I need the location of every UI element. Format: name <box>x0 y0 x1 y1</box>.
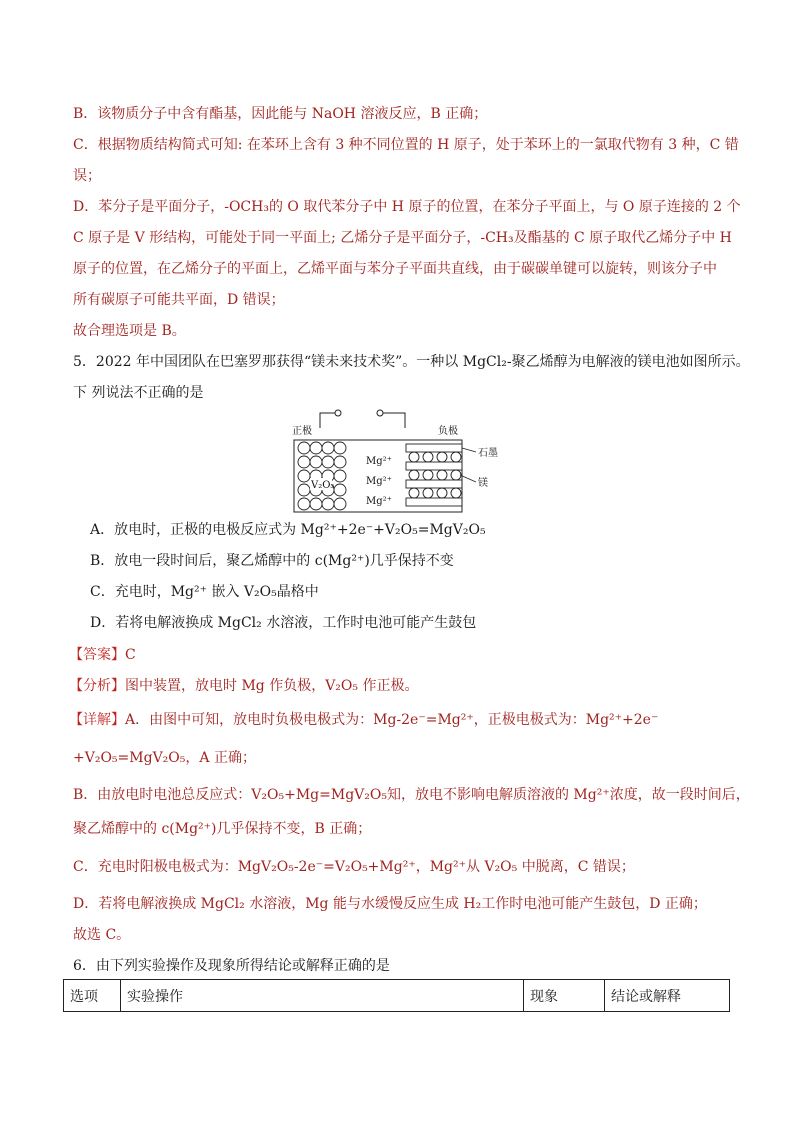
question-5-stem-line1: 5．2022 年中国团队在巴塞罗那获得“镁未来技术奖”。一种以 MgCl₂-聚乙烯醇为电解液的镁电池如图所示。 <box>73 354 750 370</box>
analysis-line-d3: 原子的位置，在乙烯分子的平面上，乙烯平面与苯分子平面共直线，由于碳碳单键可以旋转，则该分子中 <box>73 261 717 277</box>
magnesium-atoms <box>409 452 461 498</box>
negative-electrode-label: 负极 <box>438 426 458 437</box>
detail-line-c: C．充电时阳极电极式为：MgV₂O₅-2e⁻=V₂O₅+Mg²⁺，Mg²⁺从 V₂O₅ 中脱离，C 错误； <box>73 859 635 875</box>
detail-a1-text: A．由图中可知，放电时负极电极式为：Mg-2e⁻=Mg²⁺，正极电极式为：Mg²⁺+2e⁻ <box>125 712 659 728</box>
option-b: B．放电一段时间后，聚乙烯醇中的 c(Mg²⁺)几乎保持不变 <box>90 553 454 569</box>
detail-line-a2: +V₂O₅=MgV₂O₅，A 正确； <box>73 750 256 766</box>
header-option: 选项 <box>64 980 121 1012</box>
analysis-line-b: B．该物质分子中含有酯基，因此能与 NaOH 溶液反应，B 正确； <box>73 106 488 122</box>
answer-line <box>69 645 136 665</box>
analysis-tag: 【分析】 <box>69 678 125 694</box>
v2o5-lattice <box>298 442 346 510</box>
battery-diagram <box>290 406 520 516</box>
detail-line-d: D．若将电解液换成 MgCl₂ 水溶液，Mg 能与水缓慢反应生成 H₂工作时电池可能产生鼓包，D 正确； <box>73 896 707 912</box>
detail-line-a1 <box>69 710 658 730</box>
graphite-layers <box>406 444 462 506</box>
analysis-line-c2: 误； <box>73 168 101 184</box>
negative-terminal <box>377 410 383 416</box>
graphite-label: 石墨 <box>478 448 498 459</box>
header-operation: 实验操作 <box>121 980 524 1012</box>
detail-line-b1: B．由放电时电池总反应式：V₂O₅+Mg=MgV₂O₅知，放电不影响电解质溶液的 Mg²⁺浓度，故一段时间后， <box>73 787 750 803</box>
positive-terminal <box>335 410 341 416</box>
option-c: C．充电时，Mg²⁺ 嵌入 V₂O₅晶格中 <box>90 584 319 600</box>
question-6-stem: 6．由下列实验操作及现象所得结论或解释正确的是 <box>73 958 390 974</box>
magnesium-label: 镁 <box>478 478 488 489</box>
mg-ion-label-2: Mg²⁺ <box>366 476 392 487</box>
answer-value: C <box>125 647 136 663</box>
positive-electrode-label: 正极 <box>292 426 312 437</box>
detail-line-b2: 聚乙烯醇中的 c(Mg²⁺)几乎保持不变，B 正确； <box>73 821 372 837</box>
header-conclusion: 结论或解释 <box>605 980 730 1012</box>
analysis-line <box>69 676 418 696</box>
question-6-table <box>63 979 730 1012</box>
detail-conclusion: 故选 C。 <box>73 927 131 943</box>
option-d: D．若将电解液换成 MgCl₂ 水溶液，工作时电池可能产生鼓包 <box>90 615 477 631</box>
analysis-line-d1: D．苯分子是平面分子，-OCH₃的 O 取代苯分子中 H 原子的位置，在苯分子平面上，与 O 原子连接的 2 个 <box>73 199 741 215</box>
analysis-line-d4: 所有碳原子可能共平面，D 错误； <box>73 292 285 308</box>
analysis-conclusion: 故合理选项是 B。 <box>73 323 186 339</box>
answer-tag: 【答案】 <box>69 647 125 663</box>
detail-tag: 【详解】 <box>69 712 125 728</box>
mg-ion-label-3: Mg²⁺ <box>366 496 392 507</box>
question-5-stem-line2: 下 列说法不正确的是 <box>73 385 204 401</box>
analysis-line-c1: C．根据物质结构简式可知: 在苯环上含有 3 种不同位置的 H 原子，处于苯环上的一氯取代物有 3 种，C 错 <box>73 137 739 153</box>
header-phenomenon: 现象 <box>524 980 605 1012</box>
v2o5-label: V₂O₅ <box>311 480 335 491</box>
analysis-line-d2: C 原子是 V 形结构，可能处于同一平面上; 乙烯分子是平面分子，-CH₃及酯基的 C 原子取代乙烯分子中 H <box>73 230 732 246</box>
table-header-row <box>64 980 730 1012</box>
option-a: A．放电时，正极的电极反应式为 Mg²⁺+2e⁻+V₂O₅=MgV₂O₅ <box>90 522 486 538</box>
analysis-text: 图中装置，放电时 Mg 作负极，V₂O₅ 作正极。 <box>125 678 419 694</box>
mg-ion-label-1: Mg²⁺ <box>366 456 392 467</box>
